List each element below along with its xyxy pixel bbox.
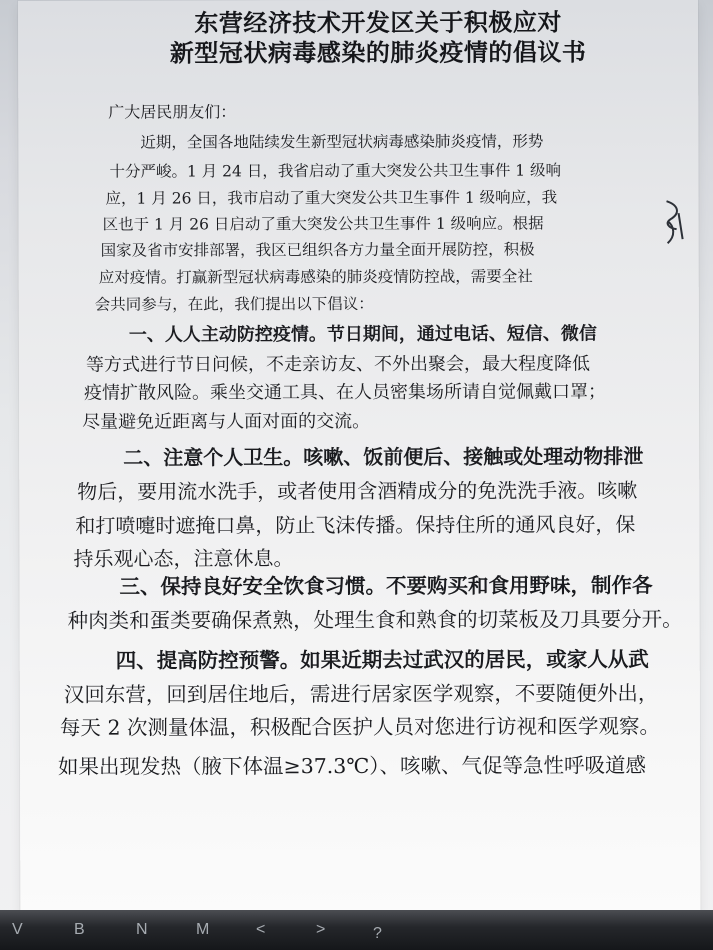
keyboard-strip [0,910,713,950]
paragraph-line-7: 会共同参与，在此，我们提出以下倡议： [94,294,374,314]
section-1-line-1 [129,322,597,347]
paragraph-line-2: 十分严峻。1 月 24 日，我省启动了重大突发公共卫生事件 1 级响 [109,161,562,181]
section-2-line-2: 物后，要用流水洗手，或者使用含酒精成分的免洗洗手液。咳嗽 [77,478,638,504]
title-line-2: 新型冠状病毒感染的肺炎疫情的倡议书 [169,37,587,68]
section-1-line-3: 疫情扩散风险。乘坐交通工具、在人员密集场所请自觉佩戴口罩； [84,381,607,404]
key-less-than: < [256,921,267,938]
paragraph-line-5: 国家及省市安排部署，我区已组织各方力量全面开展防控，积极 [100,240,535,260]
title-line-1: 东营经济技术开发区关于积极应对 [194,7,562,38]
handwritten-mark-icon [659,195,689,249]
key-b: B [74,921,86,938]
section-3-heading: 三、保持良好安全饮食习惯。不要购买和食用野味，制作各 [119,573,653,599]
key-n: N [136,921,149,938]
section-2-line-3: 和打喷嚏时遮掩口鼻，防止飞沫传播。保持住所的通风良好，保 [75,512,636,538]
section-4-heading: 四、提高防控预警。如果近期去过武汉的居民，或家人从武 [115,647,649,673]
section-1-line-4: 尽量避免近距离与人面对面的交流。 [82,410,371,433]
section-3-line-1 [119,571,652,600]
section-3-line-2: 种肉类和蛋类要确保煮熟，处理生食和熟食的切菜板及刀具要分开。 [67,607,683,633]
section-4-line-4: 如果出现发热（腋下体温≥37.3℃）、咳嗽、气促等急性呼吸道感 [57,753,647,779]
paragraph-line-3: 应，1 月 26 日，我市启动了重大突发公共卫生事件 1 级响应，我 [105,188,558,208]
document-title [114,7,642,68]
key-m: M [196,921,211,938]
key-question: ? [373,925,383,942]
section-2-heading: 二、注意个人卫生。咳嗽、饭前便后、接触或处理动物排泄 [123,444,644,470]
section-4-line-3: 每天 2 次测量体温，积极配合医护人员对您进行访视和医学观察。 [59,714,661,740]
section-1-line-2: 等方式进行节日问候，不走亲访友、不外出聚会，最大程度降低 [85,353,590,376]
salutation: 广大居民朋友们： [108,102,237,122]
key-greater-than: > [316,921,327,938]
section-4-line-2: 汉回东营，回到居住地后，需进行居家医学观察，不要随便外出， [63,681,659,707]
document-page [18,0,700,913]
paragraph-line-6: 应对疫情。打赢新型冠状病毒感染的肺炎疫情防控战，需要全社 [98,267,533,287]
key-v: V [12,921,24,938]
section-2-line-1 [123,442,643,471]
paragraph-line-1: 近期，全国各地陆续发生新型冠状病毒感染肺炎疫情，形势 [140,132,544,152]
paragraph-line-4: 区也于 1 月 26 日启动了重大突发公共卫生事件 1 级响应。根据 [102,214,544,234]
section-2-line-4: 持乐观心态，注意休息。 [73,546,294,571]
section-1-heading: 一、人人主动防控疫情。节日期间，通过电话、短信、微信 [128,323,597,346]
section-4-line-1 [116,645,649,674]
